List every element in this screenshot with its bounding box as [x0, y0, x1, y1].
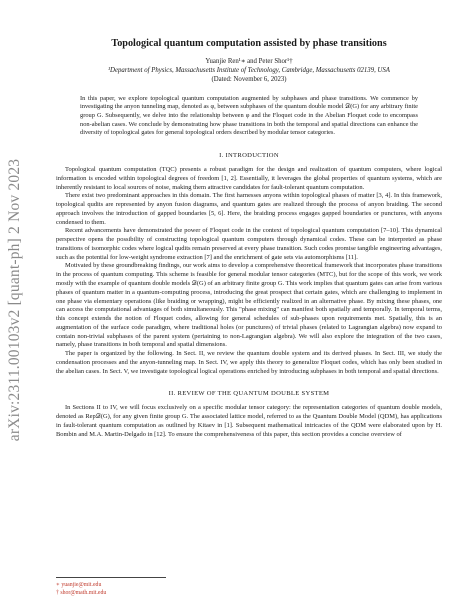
- intro-paragraph: Recent advancements have demonstrated the power of Floquet code in the context of topological quantum computation [7–10]. This dynamical perspective opens the possibility of constructing topological quantum computers through dynamical codes. These can be interpreted as phase transitions of isomorphic codes where logical qudits remain preserved at every phase transition. Such codes promise tangible engineering advantages, such as the potential for low-weight syndrome extraction [7] and the enrichment of gate sets via automorphisms [11].: [56, 227, 442, 261]
- author-line: Yuanjie Ren¹∗ and Peter Shor¹†: [205, 58, 293, 65]
- intro-paragraph: Topological quantum computation (TQC) presents a robust paradigm for the design and realization of quantum computers, where logical information is encoded within topological degrees of freedom [1, 2]. Essentially, it leverages the global properties of quantum systems, which are inherently resistant to local sources of noise, making them attractive candidates for fault-tolerant quantum computation.: [56, 166, 442, 191]
- footnote-email-link[interactable]: ∗ yuanjie@mit.edu: [56, 582, 102, 588]
- section-heading-review: II. REVIEW OF THE QUANTUM DOUBLE SYSTEM: [168, 390, 330, 398]
- arxiv-sidebar: [0, 0, 30, 613]
- footnote-rule: [56, 577, 166, 578]
- review-paragraph: In Sections II to IV, we will focus exclusively on a specific modular tensor category: the representation categories of quantum double models, denoted as Rep𝒟(G), for any given finite group G. The associated lattice model, referred to as the Quantum Double Model (QDM), has applications in fault-tolerant quantum computation as outlined by Kitaev in [1]. Subsequent mathematical intricacies of the QDM were elaborated upon by H. Bombin and M.A. Martin-Delgado in [12]. To ensure the comprehensiveness of this paper, this section provides a concise overview of: [56, 404, 442, 438]
- dated-line: (Dated: November 6, 2023): [211, 76, 287, 84]
- footnote-email-link[interactable]: † shor@math.mit.edu: [56, 590, 107, 597]
- paper-page: [56, 38, 442, 439]
- paper-title: Topological quantum computation assisted by phase transitions: [111, 38, 387, 49]
- arxiv-stamp: arXiv:2311.00103v2 [quant-ph] 2 Nov 2023: [6, 158, 23, 442]
- footnotes: [56, 577, 442, 598]
- intro-paragraph: Motivated by these groundbreaking findings, our work aims to develop a comprehensive theoretical framework that incorporates phase transitions in the process of quantum computing. This scheme is feasible for general modular tensor categories (MTC), but for the scope of this work, we work mostly with the example of quantum double models 𝒟(G) of an arbitrary finite group G. This work implies that quantum gates can arise from various phases of quantum matter in a quantum-computing process, introducing the great prospect that certain gates, which are challenging to implement in one phase via elementary operations (like braiding or wrapping), might be efficiently realized in an alternative phase. By mixing these phases, one can access the computational advantages of both simultaneously. This "phase mixing" can manifest both spatially and temporally. In temporal terms, this concept extends the notion of Floquet codes, allowing for general schedules of sub-phases upon requirements met. Spatially, this is an augmentation of the surface code paradigm, where traditional holes (or punctures) of trivial phases (related to Lagrangian algebra) now expand to contain non-trivial subphases of the parent system (pertaining to non-Lagrangian algebra). We will also explore the integration of the two cases, namely, phase transitions in both temporal and spatial dimensions.: [56, 262, 442, 349]
- intro-paragraph: The paper is organized by the following. In Sect. II, we review the quantum double system and its derived phases. In Sect. III, we study the condensation processes and the anyon-tunneling map. In Sect. IV, we apply this theory to generalize Floquet codes, which has only been studied in the abelian cases. In Sect. V, we investigate topological logical operations enriched by introducing subphases in both temporal and spatial directions.: [56, 350, 442, 375]
- section-heading-introduction: I. INTRODUCTION: [219, 152, 279, 160]
- intro-paragraph: There exist two predominant approaches in this domain. The first harnesses anyons within topological phases of matter [3, 4]. In this framework, topological qudits are represented by anyon fusion diagrams, and quantum gates are realized through the process of anyon braiding. The second approach involves the introduction of gapped boundaries [5, 6]. Here, the braiding process engages gapped boundaries or punctures, with anyons condensed to them.: [56, 192, 442, 226]
- abstract: In this paper, we explore topological quantum computation augmented by subphases and phase transitions. We commence by investigating the anyon tunneling map, denoted as φ, between subphases of the quantum double model 𝒟(G) for any arbitrary finite group G. Subsequently, we delve into the relationship between φ and the Floquet code in the Abelian Floquet code to encompass non-abelian cases. We conclude by demonstrating how phase transitions in both the temporal and spatial directions can enhance the diversity of topological gates for general topological orders described by modular tensor categories.: [80, 94, 418, 137]
- affiliation: ¹Department of Physics, Massachusetts Institute of Technology, Cambridge, Massachusetts 02139, USA: [108, 67, 390, 75]
